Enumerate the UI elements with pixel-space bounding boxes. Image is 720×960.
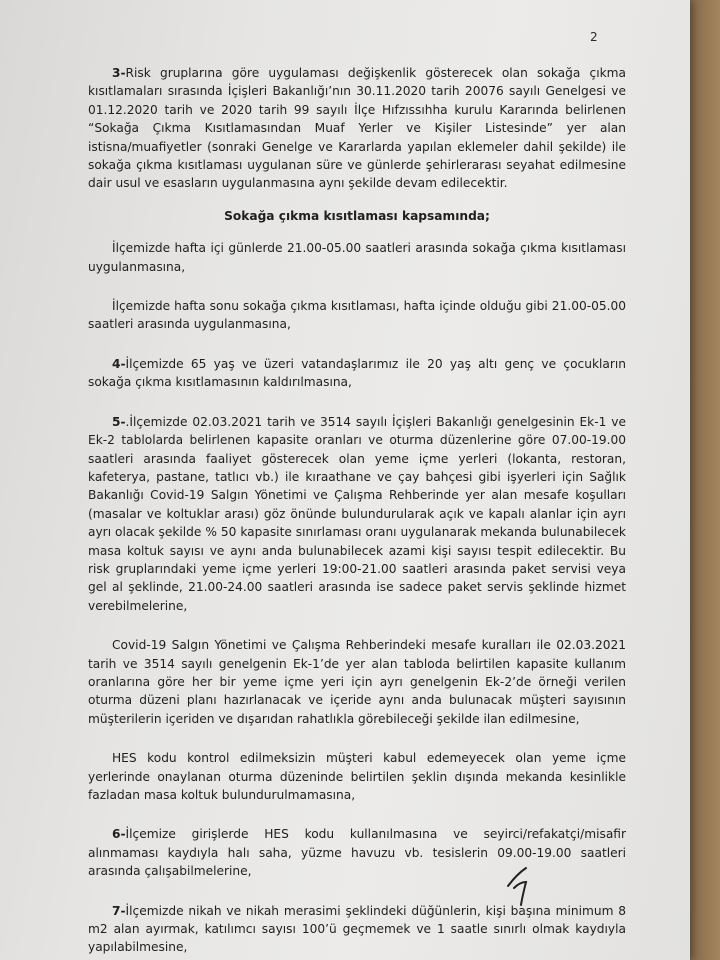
document-body xyxy=(88,64,626,957)
paragraph-item-3 xyxy=(88,64,626,193)
item-number: 5- xyxy=(112,414,126,429)
paragraph-text: İlçemizde nikah ve nikah merasimi şeklindeki düğünlerin, kişi başına minimum 8 m2 alan ayırmak, katılımcı sayısı 100’ü geçmemek ve 1 saatle sınırlı olmak kaydıyla yapılabilmesine, xyxy=(88,903,626,955)
paragraph-covid-guide xyxy=(88,636,626,728)
paragraph-item-6 xyxy=(88,825,626,880)
item-number: 7- xyxy=(112,903,126,918)
paragraph-text: Risk gruplarına göre uygulaması değişkenlik gösterecek olan sokağa çıkma kısıtlamaları sırasında İçişleri Bakanlığı’nın 30.11.2020 tarih 20076 sayılı Genelgesi ve 01.12.2020 tarih ve 2020 tarih 99 sayılı İlçe Hıfzıssıhha kurulu Kararında belirlenen “Sokağa Çıkma Kısıtlamasından Muaf Yerler ve Kişiler Listesinde” yer alan istisna/muafiyetler (sonraki Genelge ve Kararlarda yapılan eklemeler dahil şekilde) ile sokağa çıkma kısıtlaması uygulanan süre ve günlerde şehirlerarası seyahat edilmesine dair usul ve esasların uygulanmasına aynı şekilde devam edilecektir. xyxy=(88,66,626,191)
paragraph-text: .İlçemizde 02.03.2021 tarih ve 3514 sayılı İçişleri Bakanlığı genelgesinin Ek-1 ve Ek-2 tablolarda belirlenen kapasite oranları ve oturma düzenlerine göre 07.00-19.00 saatleri arasında faaliyet gösterecek olan yeme içme yerleri (lokanta, restoran, kafeterya, pastane, tatlıcı vb.) ile kıraathane ve çay bahçesi gibi işyerleri için Sağlık Bakanlığı Covid-19 Salgın Yönetimi ve Çalışma Rehberinde yer alan mesafe koşulları (masalar ve koltuklar arası) göz önünde bulundurularak açık ve kapalı alanlar için ayrı ayrı olacak şekilde % 50 kapasite sınırlaması oranı uygulanarak mekanda bulunabilecek masa koltuk sayısı ve aynı anda bulunabilecek azami kişi sayısı tespit edilecektir. Bu risk gruplarındaki yeme içme yerleri 19:00-21.00 saatleri arasında paket servisi veya gel al şeklinde, 21.00-24.00 saatleri arasında ise sadece paket servis şeklinde hizmet verebilmelerine, xyxy=(88,414,626,613)
item-number: 6- xyxy=(112,827,126,842)
item-number: 4- xyxy=(112,356,126,371)
paragraph-text: Covid-19 Salgın Yönetimi ve Çalışma Rehberindeki mesafe kuralları ile 02.03.2021 tarih ve 3514 sayılı genelgenin Ek-1’de yer alan tabloda belirtilen kapasite kullanım oranlarına göre her bir yeme içme yeri için ayrı genelgenin Ek-2’de örneği verilen oturma düzeni planı hazırlanacak ve içeride aynı anda bulunacak müşteri sayısının müşterilerin içeriden ve dışarıdan rahatlıkla görebileceği şekilde ilan edilmesine, xyxy=(88,638,626,726)
paragraph-hes-code xyxy=(88,749,626,804)
item-number: 3- xyxy=(112,66,126,80)
paragraph-text: İlçemizde hafta içi günlerde 21.00-05.00 saatleri arasında sokağa çıkma kısıtlaması uygulanmasına, xyxy=(88,241,626,274)
paragraph-item-7 xyxy=(88,902,626,957)
paragraph-item-4 xyxy=(88,355,626,392)
page-number: 2 xyxy=(590,30,598,44)
paragraph-weekday-curfew xyxy=(88,239,626,276)
paragraph-text: İlçemizde hafta sonu sokağa çıkma kısıtlaması, hafta içinde olduğu gibi 21.00-05.00 saatleri arasında uygulanmasına, xyxy=(88,299,626,332)
paragraph-text: İlçemize girişlerde HES kodu kullanılmasına ve seyirci/refakatçi/misafir alınmaması kaydıyla halı saha, yüzme havuzu vb. tesislerin 09.00-19.00 saatleri arasında çalışabilmelerine, xyxy=(88,827,626,879)
signature-mark xyxy=(500,858,540,908)
paragraph-weekend-curfew xyxy=(88,297,626,334)
paragraph-text: İlçemizde 65 yaş ve üzeri vatandaşlarımız ile 20 yaş altı genç ve çocukların sokağa çıkma kısıtlamasının kaldırılmasına, xyxy=(88,356,626,390)
paragraph-text: HES kodu kontrol edilmeksizin müşteri kabul edemeyecek olan yeme içme yerlerinde onaylanan oturma düzeninde belirtilen şeklin dışında mekanda kesinlikle fazladan masa koltuk bulundurulmamasına, xyxy=(88,751,626,802)
section-heading: Sokağa çıkma kısıtlaması kapsamında; xyxy=(224,208,490,223)
paragraph-item-5 xyxy=(88,413,626,615)
